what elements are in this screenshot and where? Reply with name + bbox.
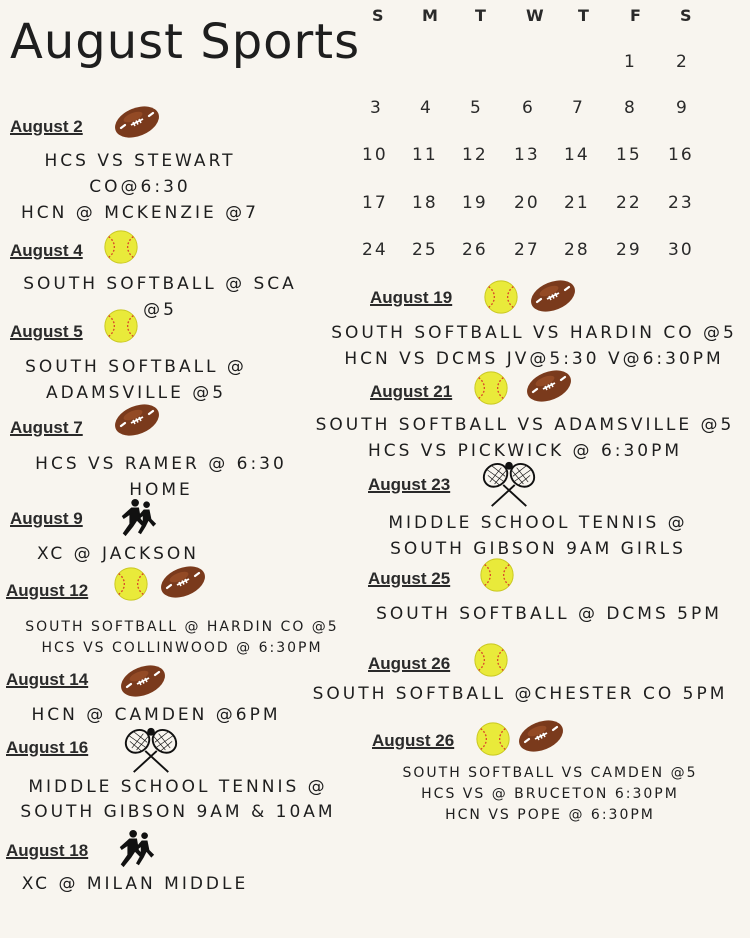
calendar-day: 3 xyxy=(370,98,383,118)
event-line: SOUTH SOFTBALL @ DCMS 5PM xyxy=(376,604,722,624)
event-line: HCS VS RAMER @ 6:30 xyxy=(35,454,287,474)
calendar-day: 29 xyxy=(616,240,642,260)
event-line: SOUTH SOFTBALL VS CAMDEN @5 xyxy=(402,765,698,781)
calendar-day: 23 xyxy=(668,193,694,213)
event-date: August 26 xyxy=(372,731,455,750)
event-line: HOME xyxy=(129,480,193,500)
event-line: HCS VS STEWART xyxy=(44,151,236,171)
event-line: SOUTH GIBSON 9AM GIRLS xyxy=(390,539,686,559)
event-date: August 7 xyxy=(10,418,83,437)
calendar xyxy=(360,2,740,272)
football-icon xyxy=(516,716,566,756)
event-line: HCS VS COLLINWOOD @ 6:30PM xyxy=(41,640,323,656)
event-line: HCS VS @ BRUCETON 6:30PM xyxy=(421,786,679,802)
event-date: August 4 xyxy=(10,241,83,260)
event-line: HCN VS POPE @ 6:30PM xyxy=(445,807,655,823)
event-line: HCS VS PICKWICK @ 6:30PM xyxy=(367,441,683,461)
football-icon xyxy=(118,661,168,701)
softball-icon xyxy=(482,278,520,316)
event-line: MIDDLE SCHOOL TENNIS @ xyxy=(388,513,688,533)
softball-icon xyxy=(112,565,150,603)
runners-icon xyxy=(112,829,160,871)
event-date: August 12 xyxy=(6,581,89,600)
calendar-day: 17 xyxy=(362,193,388,213)
softball-icon xyxy=(472,641,510,679)
tennis-rackets-icon xyxy=(120,726,182,774)
calendar-day: 8 xyxy=(624,98,637,118)
softball-icon xyxy=(102,307,140,345)
calendar-day: 28 xyxy=(564,240,590,260)
event-date: August 21 xyxy=(370,382,453,401)
event-date: August 19 xyxy=(370,288,453,307)
calendar-day: 22 xyxy=(616,193,642,213)
event-line: SOUTH SOFTBALL VS ADAMSVILLE @5 xyxy=(315,415,735,435)
event-date: August 5 xyxy=(10,322,83,341)
event-line: XC @ JACKSON xyxy=(36,544,200,564)
event-date: August 14 xyxy=(6,670,89,689)
calendar-day: 20 xyxy=(514,193,540,213)
event-line: XC @ MILAN MIDDLE xyxy=(21,874,249,894)
calendar-day: 13 xyxy=(514,145,540,165)
event-line: SOUTH SOFTBALL VS HARDIN CO @5 xyxy=(331,323,737,343)
event-line: ADAMSVILLE @5 xyxy=(45,383,227,403)
football-icon xyxy=(528,276,578,316)
calendar-day: 9 xyxy=(676,98,689,118)
calendar-day: 24 xyxy=(362,240,388,260)
calendar-day: 4 xyxy=(420,98,433,118)
calendar-day: 14 xyxy=(564,145,590,165)
event-line: SOUTH SOFTBALL @ HARDIN CO @5 xyxy=(25,619,339,635)
calendar-day: 1 xyxy=(624,52,637,72)
calendar-day: 18 xyxy=(412,193,438,213)
calendar-day: 26 xyxy=(462,240,488,260)
event-line: @5 xyxy=(143,300,177,320)
football-icon xyxy=(158,562,208,602)
calendar-day: 30 xyxy=(668,240,694,260)
softball-icon xyxy=(472,369,510,407)
football-icon xyxy=(112,400,162,440)
event-line: SOUTH SOFTBALL @ SCA xyxy=(23,274,297,294)
event-line: MIDDLE SCHOOL TENNIS @ xyxy=(28,777,328,797)
softball-icon xyxy=(478,556,516,594)
event-date: August 18 xyxy=(6,841,89,860)
calendar-day: 5 xyxy=(470,98,483,118)
event-date: August 26 xyxy=(368,654,451,673)
calendar-day-header: S xyxy=(372,6,386,25)
event-date: August 23 xyxy=(368,475,451,494)
event-line: HCN @ MCKENZIE @7 xyxy=(21,203,259,223)
football-icon xyxy=(112,102,162,142)
calendar-day: 12 xyxy=(462,145,488,165)
calendar-day-header: S xyxy=(680,6,694,25)
event-line: SOUTH SOFTBALL @ xyxy=(25,357,247,377)
calendar-day-header: T xyxy=(578,6,591,25)
tennis-rackets-icon xyxy=(478,460,540,508)
event-line: HCN @ CAMDEN @6PM xyxy=(31,705,281,725)
event-line: SOUTH SOFTBALL @CHESTER CO 5PM xyxy=(312,684,728,704)
calendar-day: 19 xyxy=(462,193,488,213)
softball-icon xyxy=(102,228,140,266)
event-line: CO@6:30 xyxy=(89,177,191,197)
event-line: HCN VS DCMS JV@5:30 V@6:30PM xyxy=(344,349,724,369)
calendar-day: 7 xyxy=(572,98,585,118)
calendar-day-header: M xyxy=(422,6,440,25)
calendar-day: 15 xyxy=(616,145,642,165)
event-date: August 16 xyxy=(6,738,89,757)
calendar-day: 27 xyxy=(514,240,540,260)
calendar-day-header: T xyxy=(475,6,488,25)
event-line: SOUTH GIBSON 9AM & 10AM xyxy=(20,802,336,822)
event-date: August 25 xyxy=(368,569,451,588)
page-title: August Sports xyxy=(10,14,361,70)
calendar-day: 11 xyxy=(412,145,438,165)
softball-icon xyxy=(474,720,512,758)
runners-icon xyxy=(114,498,162,540)
event-date: August 9 xyxy=(10,509,83,528)
football-icon xyxy=(524,366,574,406)
calendar-day-header: W xyxy=(526,6,546,25)
calendar-day-header: F xyxy=(630,6,643,25)
calendar-day: 2 xyxy=(676,52,689,72)
event-date: August 2 xyxy=(10,117,83,136)
calendar-day: 25 xyxy=(412,240,438,260)
calendar-day: 21 xyxy=(564,193,590,213)
calendar-day: 6 xyxy=(522,98,535,118)
calendar-day: 16 xyxy=(668,145,694,165)
calendar-day: 10 xyxy=(362,145,388,165)
